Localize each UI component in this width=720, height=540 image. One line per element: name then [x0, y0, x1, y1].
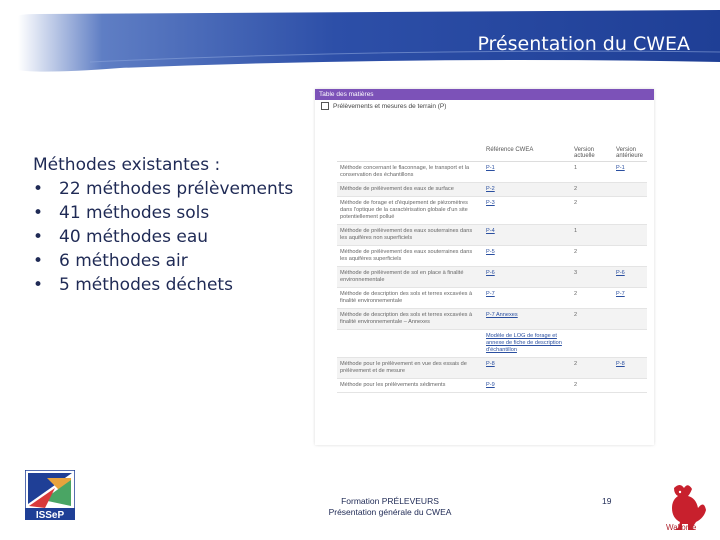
ref-link[interactable]: P-8 [486, 361, 495, 367]
collapse-icon [321, 102, 329, 110]
column-header: Référence CWEA [483, 145, 571, 162]
table-row [337, 162, 647, 183]
row-prev [613, 267, 647, 288]
prev-link[interactable]: P-7 [616, 291, 625, 297]
row-prev [613, 225, 647, 246]
row-prev [613, 183, 647, 197]
row-prev [613, 330, 647, 358]
reference-table [337, 145, 647, 393]
table-row [337, 309, 647, 330]
prev-link[interactable]: P-1 [616, 165, 625, 171]
issep-logo [25, 470, 75, 520]
prev-link[interactable]: P-6 [616, 270, 625, 276]
column-header: Version actuelle [571, 145, 613, 162]
ref-link[interactable]: P-4 [486, 228, 495, 234]
wallonie-label: Wallonie [666, 523, 697, 532]
slide-header [0, 0, 720, 75]
prev-link[interactable]: P-8 [616, 361, 625, 367]
column-header: Version antérieure [613, 145, 647, 162]
table-row [337, 246, 647, 267]
row-method: Méthode pour le prélèvement en vue des essais de prélèvement et de mesure [337, 358, 483, 379]
ref-link[interactable]: P-9 [486, 382, 495, 388]
row-ref [483, 330, 571, 358]
bullet-item: • 40 méthodes eau [33, 225, 293, 249]
section-header [315, 100, 654, 114]
row-version: 2 [571, 288, 613, 309]
row-method: Méthode de description des sols et terres excavées à finalité environnementale – Annexes [337, 309, 483, 330]
row-prev [613, 379, 647, 393]
svg-text:ISSeP: ISSeP [35, 510, 65, 520]
row-ref [483, 379, 571, 393]
row-prev [613, 246, 647, 267]
ref-link[interactable]: P-5 [486, 249, 495, 255]
ref-link[interactable]: P-1 [486, 165, 495, 171]
bullet-block [33, 153, 293, 297]
row-version: 2 [571, 197, 613, 225]
row-ref [483, 267, 571, 288]
row-ref [483, 309, 571, 330]
row-ref [483, 197, 571, 225]
bullet-item: • 41 méthodes sols [33, 201, 293, 225]
row-method: Méthode pour les prélèvements sédiments [337, 379, 483, 393]
row-version [571, 330, 613, 358]
row-ref [483, 246, 571, 267]
row-method: Méthode de prélèvement des eaux de surface [337, 183, 483, 197]
ref-link[interactable]: P-3 [486, 200, 495, 206]
row-prev [613, 288, 647, 309]
table-row [337, 197, 647, 225]
column-header [337, 145, 483, 162]
row-prev [613, 197, 647, 225]
row-version: 2 [571, 309, 613, 330]
table-row [337, 183, 647, 197]
row-method: Méthode de prélèvement des eaux souterraines dans les aquifères non superficiels [337, 225, 483, 246]
row-method [337, 330, 483, 358]
row-version: 2 [571, 379, 613, 393]
embedded-screenshot [315, 89, 654, 445]
row-ref [483, 288, 571, 309]
bullet-list [33, 177, 293, 297]
section-label: Prélèvements et mesures de terrain (P) [333, 103, 447, 110]
bullet-lead: Méthodes existantes : [33, 155, 221, 175]
row-method: Méthode de prélèvement de sol en place à finalité environnementale [337, 267, 483, 288]
bullet-item: • 22 méthodes prélèvements [33, 177, 293, 201]
row-method: Méthode concernant le flaconnage, le transport et la conservation des échantillons [337, 162, 483, 183]
ref-link[interactable]: P-7 Annexes [486, 312, 518, 318]
bullet-item: • 6 méthodes air [33, 249, 293, 273]
page-number: 19 [602, 496, 612, 506]
row-prev [613, 358, 647, 379]
table-row [337, 267, 647, 288]
table-row [337, 379, 647, 393]
slide-title: Présentation du CWEA [477, 33, 690, 55]
ref-link[interactable]: Modèle de LOG de forage et annexe de fiche de description d'échantillon [486, 333, 562, 353]
row-version: 1 [571, 225, 613, 246]
slide-footer [310, 496, 470, 518]
table-row [337, 330, 647, 358]
row-version: 2 [571, 183, 613, 197]
ref-link[interactable]: P-6 [486, 270, 495, 276]
ref-link[interactable]: P-7 [486, 291, 495, 297]
toc-bar: Table des matières [315, 89, 654, 100]
row-ref [483, 183, 571, 197]
ref-link[interactable]: P-2 [486, 186, 495, 192]
row-prev [613, 309, 647, 330]
row-version: 2 [571, 246, 613, 267]
footer-line: Formation PRÉLEVEURS [341, 496, 439, 506]
bullet-item: • 5 méthodes déchets [33, 273, 293, 297]
table-row [337, 288, 647, 309]
row-method: Méthode de forage et d'équipement de piézomètres dans l'optique de la caractérisation globale d'un site potentiellement pollué [337, 197, 483, 225]
row-ref [483, 358, 571, 379]
table-header-row [337, 145, 647, 162]
row-ref [483, 225, 571, 246]
table-row [337, 225, 647, 246]
row-version: 1 [571, 162, 613, 183]
row-prev [613, 162, 647, 183]
table-row [337, 358, 647, 379]
footer-line: Présentation générale du CWEA [328, 507, 452, 517]
row-version: 3 [571, 267, 613, 288]
row-version: 2 [571, 358, 613, 379]
row-ref [483, 162, 571, 183]
row-method: Méthode de prélèvement des eaux souterraines dans les aquifères superficiels [337, 246, 483, 267]
row-method: Méthode de description des sols et terres excavées à finalité environnementale [337, 288, 483, 309]
